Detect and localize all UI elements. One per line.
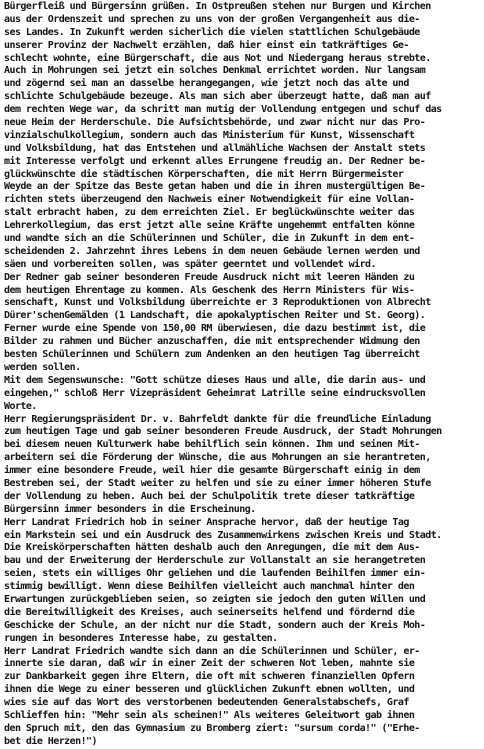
text-line: schlichte Schulgebäude bezeuge. Als man sich aber überzeugt hatte, daß man auf	[4, 91, 431, 103]
text-line: arbeitern sei die Förderung der Wünsche, die aus Mohrungen an sie herantreten,	[4, 452, 431, 464]
text-line: unserer Provinz der Nachwelt erzählen, daß hier einst ein tatkräftiges Ge-	[4, 39, 409, 51]
text-line: wies sie auf das Wort des verstorbenen bedeutenden Generalstabschefs, Graf	[4, 697, 409, 709]
text-line: stalt erbracht haben, zu dem erreichten Ziel. Er beglückwünschte weiter das	[4, 207, 415, 219]
text-line: Der Redner gab seiner besonderen Freude Ausdruck nicht mit leeren Händen zu	[4, 271, 415, 283]
text-line: schlecht wohnte, eine Bürgerschaft, die aus Not und Niedergang heraus strebte.	[4, 52, 431, 64]
text-line: Herr Landrat Friedrich wandte sich dann an die Schülerinnen und Schüler, er-	[4, 645, 420, 657]
text-line: säen und vorbereiten sollen, was später geerntet und vollendet wird.	[4, 258, 376, 270]
text-line: und wandte sich an die Schülerinnen und Schüler, die in Zukunft in dem ent-	[4, 233, 415, 245]
text-line: vinzialschulkollegium, sondern auch das Ministerium für Kunst, Wissenschaft	[4, 129, 415, 141]
text-line: aus der Ordenszeit und sprechen zu uns von der großen Vergangenheit aus die-	[4, 13, 420, 25]
text-line: die Bereitwilligkeit des Kreises, auch seinerseits helfend und fördernd die	[4, 606, 415, 618]
text-line: ses Landes. In Zukunft werden sicherlich die vielen stattlichen Schulgebäude	[4, 26, 420, 38]
text-line: Bilder zu rahmen und Bücher anzuschaffen, die mit entsprechender Widmung den	[4, 336, 420, 348]
text-line: scheidenden 2. Jahrzehnt ihres Lebens in dem neuen Gebäude lernen werden und	[4, 245, 420, 257]
text-line: glückwünschte die städtischen Körperschaften, die mit Herrn Bürgermeister	[4, 168, 404, 180]
text-line: ein Markstein sei und ein Ausdruck des Zusammenwirkens zwischen Kreis und Stadt.	[4, 529, 442, 541]
text-line: Dürer'schenGemälden (1 Landschaft, die apokalyptischen Reiter und St. Georg).	[4, 310, 426, 322]
text-line: richten stets überzeugend den Nachweis einer Notwendigkeit für eine Vollan-	[4, 194, 415, 206]
text-line: eingehen," schloß Herr Vizepräsident Geheimrat Latrille seine eindrucksvollen	[4, 387, 426, 399]
article-body	[4, 1, 481, 749]
text-line: und Volksbildung, hat das Entstehen und allmähliche Wachsen der Anstalt stets	[4, 142, 426, 154]
text-line: Herr Regierungspräsident Dr. v. Bahrfeldt dankte für die freundliche Einladung	[4, 413, 431, 425]
text-line: rungen in besonderes Interesse habe, zu gestalten.	[4, 632, 278, 644]
text-line: innerte sie daran, daß wir in einer Zeit der schweren Not leben, mahnte sie	[4, 658, 415, 670]
text-line: Ferner wurde eine Spende von 150,00 RM überwiesen, die dazu bestimmt ist, die	[4, 323, 426, 335]
text-line: seien, stets ein williges Ohr geliehen und die laufenden Beihilfen immer ein-	[4, 568, 426, 580]
text-line: Bürgerfleiß und Bürgersinn grüßen. In Ostpreußen stehen nur Burgen und Kirchen	[4, 1, 431, 12]
text-line: Bestreben sei, der Stadt weiter zu helfen und sie zu einer immer höheren Stufe	[4, 477, 431, 489]
text-line: zur Dankbarkeit gegen ihre Eltern, die oft mit schweren finanziellen Opfern	[4, 671, 415, 683]
text-line: senschaft, Kunst und Volksbildung überreichte er 3 Reproduktionen von Albrecht	[4, 297, 431, 309]
text-line: Geschicke der Schule, an der nicht nur die Stadt, sondern auch der Kreis Moh-	[4, 619, 426, 631]
text-line: Mit dem Segenswunsche: "Gott schütze dieses Haus und alle, die darin aus- und	[4, 374, 426, 386]
text-line: bet die Herzen!")	[4, 735, 97, 747]
text-line: ihnen die Wege zu einer besseren und glücklichen Zukunft ebnen wollten, und	[4, 684, 415, 696]
text-line: Die Kreiskörperschaften hätten deshalb auch den Anregungen, die mit dem Aus-	[4, 542, 420, 554]
text-line: Auch in Mohrungen sei jetzt ein solches Denkmal errichtet worden. Nur langsam	[4, 65, 426, 77]
text-line: Lehrerkollegium, das erst jetzt alle seine Kräfte ungehemmt entfalten könne	[4, 220, 415, 232]
text-line: besten Schülerinnen und Schülern zum Andenken an den heutigen Tag überreicht	[4, 349, 420, 361]
text-line: immer eine besondere Freude, weil hier die gesamte Bürgerschaft einig in dem	[4, 465, 420, 477]
text-line: den Spruch mit, den das Gymnasium zu Bromberg ziert: "sursum corda!" ("Erhe-	[4, 722, 420, 734]
text-line: dem rechten Wege war, da schritt man mutig der Vollendung entgegen und schuf das	[4, 104, 442, 116]
text-line: neue Heim der Herderschule. Die Aufsichtsbehörde, und zwar nicht nur das Pro-	[4, 117, 426, 129]
text-line: werden sollen.	[4, 361, 81, 373]
text-line: Herr Landrat Friedrich hob in seiner Ansprache hervor, daß der heutige Tag	[4, 516, 409, 528]
text-line: stimmig bewilligt. Wenn diese Beihilfen vielleicht auch manchmal hinter den	[4, 581, 415, 593]
text-line: Erwartungen zurückgeblieben seien, so zeigten sie jedoch den guten Willen und	[4, 593, 426, 605]
text-line: mit Interesse verfolgt und erkennt alles Errungene freudig an. Der Redner be-	[4, 155, 426, 167]
text-line: Bürgersinn immer besonders in die Erscheinung.	[4, 503, 256, 515]
text-line: Weyde an der Spitze das Beste getan haben und die in ihren mustergültigen Be-	[4, 181, 426, 193]
text-line: bau und der Erweiterung der Herderschule zur Vollanstalt an sie herangetreten	[4, 555, 426, 567]
text-line: Schlieffen hin: "Mehr sein als scheinen!" Als weiteres Geleitwort gab ihnen	[4, 709, 415, 721]
text-line: und zögernd sei man an dasselbe herangegangen, wie jetzt noch das alte und	[4, 78, 409, 90]
text-line: bei diesem neuen Kulturwerk habe behilflich sein können. Ihm und seinen Mit-	[4, 439, 420, 451]
text-line: der Vollendung zu heben. Auch bei der Schulpolitik trete dieser tatkräftige	[4, 490, 415, 502]
text-line: dem heutigen Ehrentage zu kommen. Als Geschenk des Herrn Ministers für Wis-	[4, 284, 415, 296]
text-line: zum heutigen Tage und gab seiner besonderen Freude Ausdruck, der Stadt Mohrungen	[4, 426, 442, 438]
text-line: Worte.	[4, 400, 37, 412]
